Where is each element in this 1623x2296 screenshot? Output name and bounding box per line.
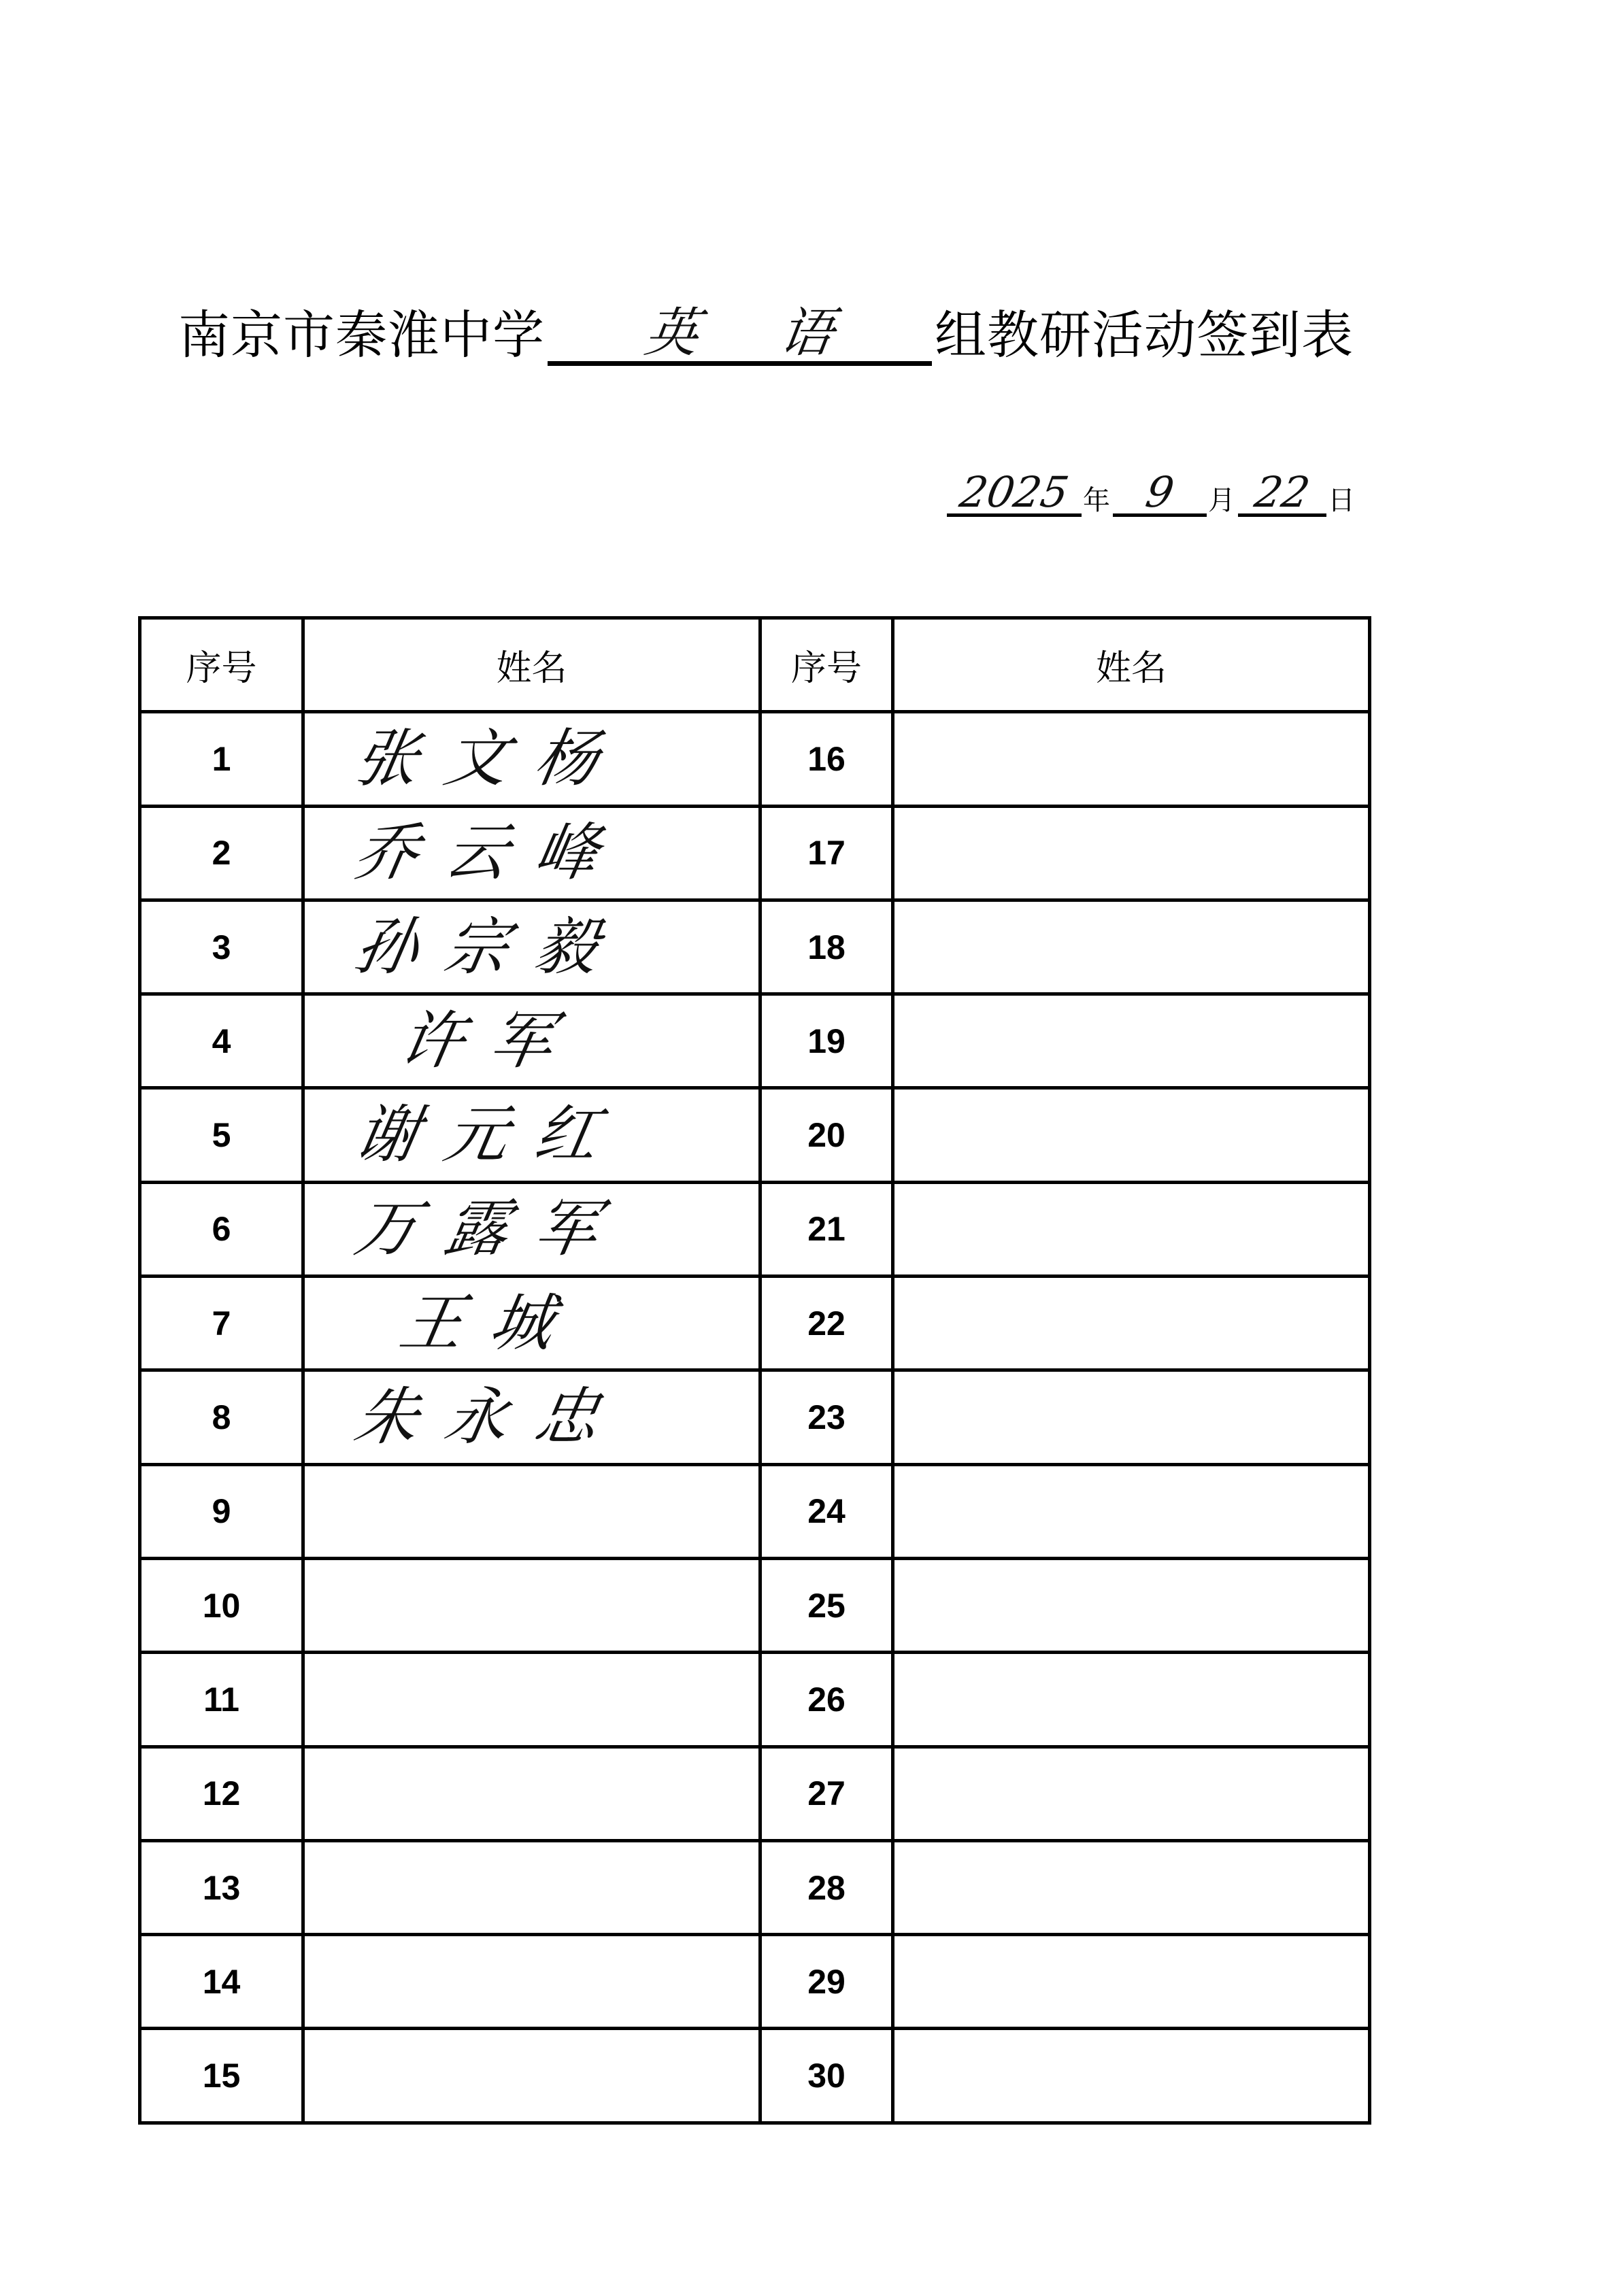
signature: 张文杨 (350, 722, 633, 795)
row-number-left: 3 (140, 900, 303, 994)
row-number-left: 13 (140, 1840, 303, 1934)
header-left-number: 序号 (140, 618, 303, 712)
table-row (140, 1464, 1370, 1558)
title-suffix: 组教研活动签到表 (935, 305, 1354, 365)
row-number-right: 24 (760, 1464, 893, 1558)
row-number-right: 21 (760, 1182, 893, 1276)
name-cell-left[interactable] (303, 2029, 760, 2123)
date-line (947, 469, 1355, 517)
year-unit: 年 (1083, 485, 1110, 516)
row-number-left: 1 (140, 712, 303, 806)
signature: 许军 (395, 1004, 588, 1077)
month-unit: 月 (1208, 485, 1235, 516)
document-title (178, 305, 1354, 366)
row-number-left: 4 (140, 994, 303, 1088)
row-number-right: 19 (760, 994, 893, 1088)
row-number-right: 28 (760, 1840, 893, 1934)
name-cell-right[interactable] (893, 1088, 1370, 1182)
table-row (140, 1840, 1370, 1934)
header-right-name: 姓名 (893, 618, 1370, 712)
row-number-right: 30 (760, 2029, 893, 2123)
row-number-left: 14 (140, 1935, 303, 2029)
name-cell-right[interactable] (893, 994, 1370, 1088)
name-cell-left[interactable] (303, 1182, 760, 1276)
name-cell-left[interactable] (303, 1746, 760, 1840)
table-row (140, 900, 1370, 994)
table-row (140, 1370, 1370, 1464)
name-cell-left[interactable] (303, 1088, 760, 1182)
name-cell-right[interactable] (893, 806, 1370, 900)
name-cell-left[interactable] (303, 1558, 760, 1652)
day-unit: 日 (1328, 485, 1355, 516)
name-cell-right[interactable] (893, 1370, 1370, 1464)
name-cell-left[interactable] (303, 806, 760, 900)
row-number-left: 8 (140, 1370, 303, 1464)
table-row (140, 994, 1370, 1088)
row-number-right: 18 (760, 900, 893, 994)
name-cell-right[interactable] (893, 1464, 1370, 1558)
subject-field[interactable] (548, 305, 932, 366)
row-number-left: 5 (140, 1088, 303, 1182)
table-row (140, 2029, 1370, 2123)
name-cell-left[interactable] (303, 1370, 760, 1464)
subject-handwritten: 英语 (641, 303, 919, 364)
name-cell-right[interactable] (893, 1558, 1370, 1652)
name-cell-left[interactable] (303, 1840, 760, 1934)
row-number-left: 12 (140, 1746, 303, 1840)
title-school: 南京市秦淮中学 (178, 305, 545, 365)
table-row (140, 1558, 1370, 1652)
signature: 乔云峰 (350, 816, 633, 890)
table-row (140, 806, 1370, 900)
name-cell-left[interactable] (303, 1935, 760, 2029)
row-number-left: 10 (140, 1558, 303, 1652)
table-row (140, 1746, 1370, 1840)
row-number-right: 25 (760, 1558, 893, 1652)
signature: 万露军 (350, 1192, 633, 1266)
month-handwritten: 9 (1141, 467, 1178, 517)
table-body (140, 712, 1370, 2123)
table-row (140, 712, 1370, 806)
signature: 王城 (395, 1286, 588, 1360)
year-handwritten: 2025 (956, 467, 1073, 517)
name-cell-left[interactable] (303, 1464, 760, 1558)
row-number-right: 22 (760, 1277, 893, 1370)
row-number-right: 20 (760, 1088, 893, 1182)
signin-table (138, 616, 1371, 2125)
table-row (140, 1277, 1370, 1370)
header-right-number: 序号 (760, 618, 893, 712)
year-field[interactable] (947, 469, 1082, 517)
row-number-right: 29 (760, 1935, 893, 2029)
name-cell-right[interactable] (893, 1746, 1370, 1840)
name-cell-right[interactable] (893, 1277, 1370, 1370)
table-row (140, 1653, 1370, 1746)
row-number-left: 6 (140, 1182, 303, 1276)
name-cell-left[interactable] (303, 1277, 760, 1370)
row-number-left: 11 (140, 1653, 303, 1746)
name-cell-right[interactable] (893, 2029, 1370, 2123)
name-cell-right[interactable] (893, 1653, 1370, 1746)
row-number-left: 2 (140, 806, 303, 900)
row-number-left: 9 (140, 1464, 303, 1558)
signature: 谢元红 (350, 1098, 633, 1172)
name-cell-right[interactable] (893, 1935, 1370, 2029)
day-handwritten: 22 (1251, 467, 1314, 517)
row-number-left: 7 (140, 1277, 303, 1370)
name-cell-right[interactable] (893, 900, 1370, 994)
row-number-right: 16 (760, 712, 893, 806)
table-row (140, 1088, 1370, 1182)
name-cell-right[interactable] (893, 712, 1370, 806)
name-cell-left[interactable] (303, 1653, 760, 1746)
row-number-right: 27 (760, 1746, 893, 1840)
row-number-left: 15 (140, 2029, 303, 2123)
row-number-right: 23 (760, 1370, 893, 1464)
name-cell-right[interactable] (893, 1182, 1370, 1276)
name-cell-right[interactable] (893, 1840, 1370, 1934)
name-cell-left[interactable] (303, 994, 760, 1088)
table-row (140, 1935, 1370, 2029)
table-row (140, 1182, 1370, 1276)
signature: 孙宗毅 (350, 910, 633, 983)
signature: 朱永忠 (350, 1381, 633, 1454)
row-number-right: 26 (760, 1653, 893, 1746)
header-left-name: 姓名 (303, 618, 760, 712)
row-number-right: 17 (760, 806, 893, 900)
name-cell-left[interactable] (303, 712, 760, 806)
day-field[interactable] (1238, 469, 1326, 517)
name-cell-left[interactable] (303, 900, 760, 994)
table-header-row (140, 618, 1370, 712)
month-field[interactable] (1113, 469, 1207, 517)
